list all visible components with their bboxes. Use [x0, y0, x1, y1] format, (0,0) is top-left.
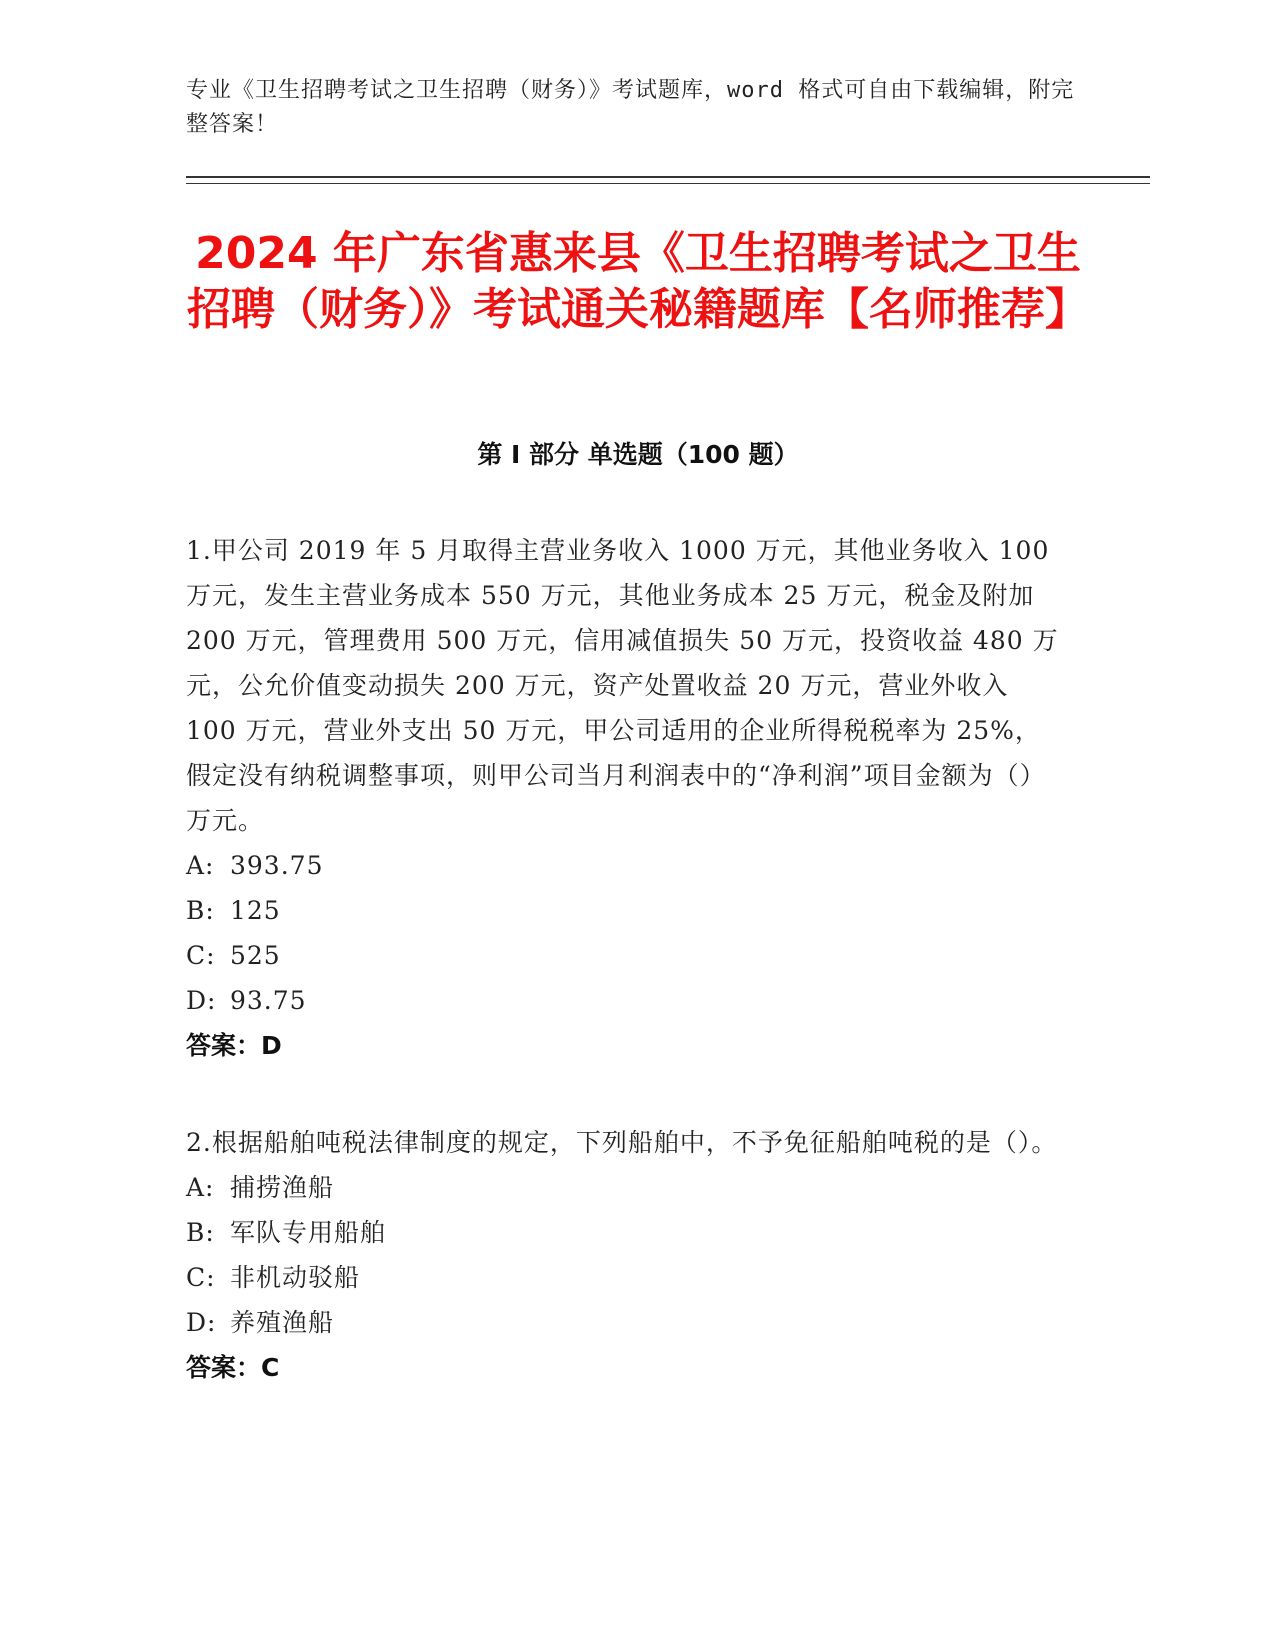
- option-a: [186, 843, 1066, 888]
- option-c: [186, 1255, 1066, 1300]
- section-heading: 第 I 部分 单选题（100 题）: [477, 440, 799, 469]
- option-text: 捕捞渔船: [230, 1173, 335, 1202]
- option-letter: C:: [186, 941, 216, 970]
- option-letter: B:: [186, 896, 215, 925]
- option-b: [186, 888, 1066, 933]
- option-letter: D:: [186, 986, 217, 1015]
- header-note: 专业《卫生招聘考试之卫生招聘（财务）》考试题库，word 格式可自由下载编辑，附完整答案！: [186, 78, 1075, 137]
- question-stem: 1.甲公司 2019 年 5 月取得主营业务收入 1000 万元，其他业务收入 100 万元，发生主营业务成本 550 万元，其他业务成本 25 万元，税金及附加 200 万元，管理费用 500 万元，信用减值损失 50 万元，投资收益 480 万元，公允价值变动损失 200 万元，资产处置收益 20 万元，营业外收入 100 万元，营业外支出 50 万元，甲公司适用的企业所得税税率为 25%，假定没有纳税调整事项，则甲公司当月利润表中的“净利润”项目金额为（）万元。: [186, 536, 1059, 835]
- option-text: 125: [230, 896, 281, 925]
- document-title: 2024 年广东省惠来县《卫生招聘考试之卫生招聘（财务）》考试通关秘籍题库【名师推荐】: [187, 228, 1089, 335]
- option-letter: B:: [186, 1218, 215, 1247]
- option-a: [186, 1165, 1066, 1210]
- option-letter: D:: [186, 1308, 217, 1337]
- option-letter: A:: [186, 851, 215, 880]
- answer-line: 答案：C: [186, 1353, 280, 1382]
- option-letter: C:: [186, 1263, 216, 1292]
- option-text: 393.75: [230, 851, 324, 880]
- option-b: [186, 1210, 1066, 1255]
- option-text: 军队专用船舶: [230, 1218, 387, 1247]
- option-text: 非机动驳船: [230, 1263, 361, 1292]
- header-divider-thin: [186, 183, 1150, 184]
- option-d: [186, 1300, 1066, 1345]
- question-stem: 2.根据船舶吨税法律制度的规定，下列船舶中，不予免征船舶吨税的是（）。: [186, 1128, 1058, 1157]
- question-2: [186, 1120, 1066, 1390]
- option-text: 93.75: [230, 986, 307, 1015]
- header-divider-thick: [186, 176, 1150, 178]
- option-d: [186, 978, 1066, 1023]
- option-letter: A:: [186, 1173, 215, 1202]
- option-c: [186, 933, 1066, 978]
- question-1: [186, 528, 1066, 1068]
- option-text: 养殖渔船: [230, 1308, 335, 1337]
- answer-line: 答案：D: [186, 1031, 282, 1060]
- option-text: 525: [230, 941, 281, 970]
